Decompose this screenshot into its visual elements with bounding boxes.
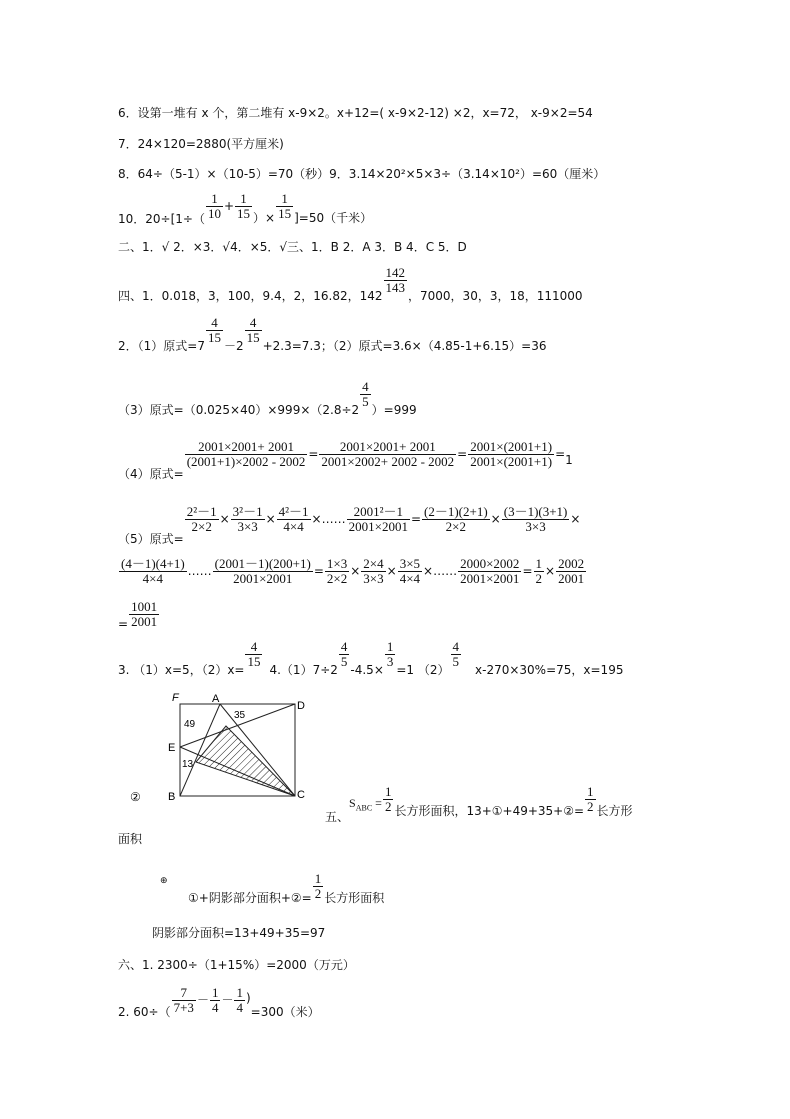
fraction-4-15: $\frac{4}{15}$ [207,315,221,345]
calc-5-row-3 [118,600,160,629]
fraction-4-5-b: $\frac{4}{5}$ [340,639,348,669]
equals-sign: = [457,447,468,461]
section-4-part-a: 四、1．0.018，3，100，9.4，2，16.82，142 [118,289,383,303]
fraction-5-14: $\frac{2002}{2001}$ [558,556,585,586]
section-6-answer-2 [118,985,320,1019]
label-a: A [212,693,220,705]
plus-sign: + [223,199,235,213]
answer-10-part-c: ]=50（千米） [294,211,373,225]
fraction-1-15: $\frac{1}{15}$ [237,191,251,221]
calc-3-part-b: ）=999 [371,403,417,417]
calc-5-row-1 [118,504,581,546]
calc-4 [118,439,573,481]
equals-sign: = [555,447,566,461]
calc-2-1-part-c: +2.3=7.3；（2）原式=3.6×（4.85-1+6.15）=36 [262,339,547,353]
section-5-part-d: ①+阴影部分面积+②= [188,891,312,905]
fraction-4-5-c: $\frac{4}{5}$ [452,639,460,669]
equals-sign: = [313,564,324,578]
calc-3-part-a: （3）原式=（0.025×40）×999×（2.8÷2 [118,403,360,417]
minus-sign: － [196,993,209,1007]
answer-6: 6．设第一堆有 x 个，第二堆有 x-9×2。x+12=( x-9×2-12) ×2，x=72， x-9×2=54 [118,106,593,120]
s-abc: $S_{ABC}$ = [349,796,382,813]
section-5-part-b: 长方形 [596,804,633,818]
fraction-calc-4-m: $\frac{2001\times 2001+ 2001}{2001\times 2002+ 2002 - 2002}$ [321,439,455,469]
eq-4-part-a: 4.（1）7÷2 [269,663,338,677]
eq-3-part-a: 3. （1）x=5，（2）x= [118,663,245,677]
equations-3-4 [118,639,624,677]
fraction-5-7: $\frac{(4-1)(4+1)}{4\times 4}$ [121,556,185,586]
fraction-5-6: $\frac{(3-1)(3+1)}{3\times 3}$ [503,504,568,534]
calc-2-1-part-a: 2．（1）原式=7 [118,339,205,353]
fraction-5-1: $\frac{\text{2²－1}}{2\times 2}$ [186,504,217,534]
fraction-1-15-b: $\frac{1}{15}$ [278,191,292,221]
section-4-answer-1 [118,265,583,303]
times-sign: × [570,512,581,526]
fraction-4-5: $\frac{4}{5}$ [362,379,369,409]
fraction-calc-4-r: $\frac{2001\times(2001+1)}{2001\times(2001+1)}$ [470,439,553,469]
fraction-5-3: $\frac{\text{4²－1}}{4\times 4}$ [278,504,309,534]
calc-3 [118,379,417,417]
label-e: E [168,742,176,754]
times-sign: × [386,564,397,578]
section-6-part-a: 2. 60÷（ [118,1005,171,1019]
small-mark: ⊕ [160,876,168,886]
label-c: C [297,789,305,801]
section-5-line-1 [325,784,633,824]
geometry-figure [130,690,320,810]
fraction-5-4: $\frac{\text{2001²－1}}{2001\times 2001}$ [348,504,408,534]
label-d: D [297,700,305,712]
fraction-1-4-b: $\frac{1}{4}$ [236,985,243,1015]
answer-8-9: 8．64÷（5-1）×（10-5）=70（秒）9．3.14×20²×5×3÷（3.14×10²）=60（厘米） [118,167,606,181]
label-b: B [168,791,176,803]
area-49: 49 [184,719,196,730]
calc-4-label: （4）原式= [118,467,184,481]
times-sign: × [350,564,361,578]
times-sign: × [265,512,276,526]
fraction-4-15-b: $\frac{4}{15}$ [246,315,260,345]
close-paren: ) [245,991,251,1005]
fraction-5-9: $\frac{1\times 3}{2\times 2}$ [326,556,348,586]
ellipsis: ×…… [311,512,346,526]
section-6-answer-1: 六、1. 2300÷（1+15%）=2000（万元） [118,958,355,972]
fraction-5-15: $\frac{1001}{2001}$ [131,599,158,629]
times-sign: × [545,564,556,578]
answer-7: 7．24×120=2880(平方厘米) [118,137,284,151]
fraction-1-2-b: $\frac{1}{2}$ [587,784,594,814]
times-sign: × [490,512,501,526]
section-2-3-answers: 二、1．√ 2．×3．√4．×5．√三、1．B 2．A 3．B 4．C 5．D [118,240,467,254]
equals-sign: = [118,617,129,631]
circle-2-mark: ② [130,790,141,804]
fraction-1-2-c: $\frac{1}{2}$ [314,871,322,901]
fraction-1-10: $\frac{1}{10}$ [207,191,221,221]
fraction-5-11: $\frac{3\times 5}{4\times 4}$ [399,556,421,586]
ellipsis: …… [187,564,212,578]
area-13: 13 [182,759,194,770]
area-35: 35 [234,710,246,721]
section-5-label: 五、 [325,810,350,824]
section-5-line-4: 阴影部分面积=13+49+35=97 [152,926,326,940]
fraction-5-13: $\frac{1}{2}$ [535,556,542,586]
fraction-142-143: $\frac{142}{143}$ [385,265,406,295]
section-4-part-b: ，7000，30，3，18，111000 [408,289,583,303]
eq-4-part-b: -4.5× [350,663,384,677]
calc-5-label: （5）原式= [118,532,184,546]
eq-4-part-d: x-270×30%=75，x=195 [475,663,624,677]
minus-sign: － [221,993,234,1007]
section-5-line-2: 面积 [118,832,143,846]
fraction-5-2: $\frac{\text{3²－1}}{3\times 3}$ [232,504,263,534]
fraction-1-3: $\frac{1}{3}$ [386,639,394,669]
answer-10-part-a: 10．20÷[1÷（ [118,211,205,226]
shaded-triangle [196,726,295,796]
fraction-4-15-c: $\frac{4}{15}$ [247,639,261,669]
answer-10 [118,191,373,226]
equals-sign: = [308,447,319,461]
section-6-part-b: =300（米） [250,1005,320,1019]
ellipsis: ×…… [423,564,458,578]
fraction-calc-4-n: $\frac{2001\times 2001+ 2001}{(2001+1)\times 2002 - 2002}$ [186,439,306,469]
section-5-line-3 [188,871,385,905]
label-f: F [172,692,179,704]
equals-sign: = [410,512,422,526]
calc-2-1-part-b: －2 [223,339,244,353]
fraction-1-2: $\frac{1}{2}$ [384,784,392,814]
section-5-part-a: 长方形面积，13+①+49+35+②= [394,804,585,818]
fraction-5-8: $\frac{(2001-1)(200+1)}{2001\times 2001}$ [214,556,311,586]
calc-2-1 [118,315,547,353]
fraction-1-4: $\frac{1}{4}$ [211,985,219,1015]
result-1: 1 [565,453,573,467]
eq-4-part-c: =1 （2） [396,663,450,677]
fraction-5-5: $\frac{(2-1)(2+1)}{2\times 2}$ [424,504,488,534]
fraction-5-12: $\frac{2000\times 2002}{2001\times 2001}$ [460,556,520,586]
calc-5-row-2 [118,557,587,586]
answer-10-part-b: ）× [253,211,276,225]
section-5-part-e: 长方形面积 [324,891,385,905]
times-sign: × [219,512,230,526]
equals-sign: = [522,564,533,578]
fraction-7-7plus3: $\frac{7}{7+3}$ [173,985,194,1015]
fraction-5-10: $\frac{2\times 4}{3\times 3}$ [363,556,384,586]
